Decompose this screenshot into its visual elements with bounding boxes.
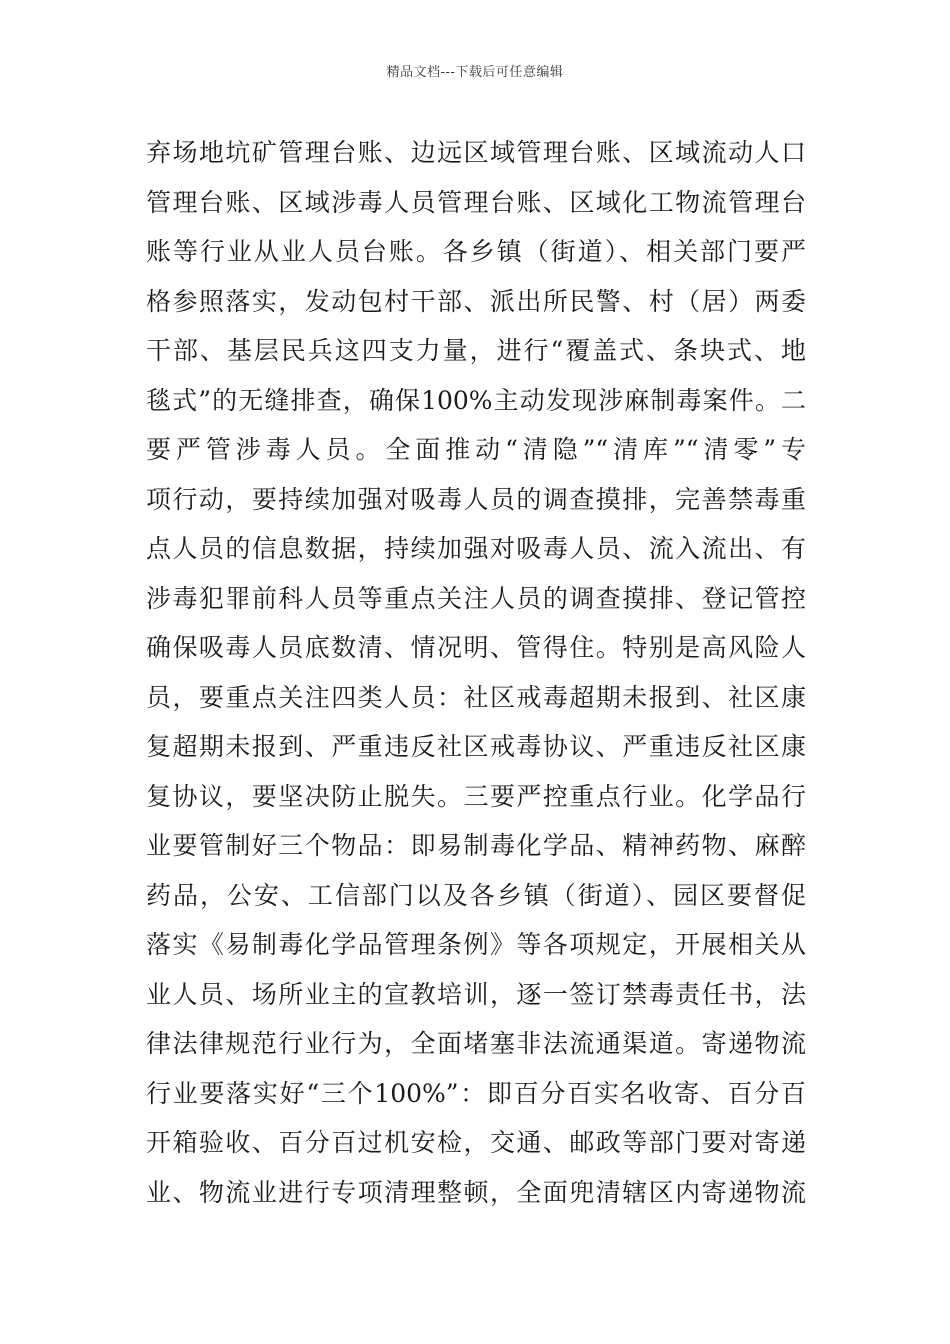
text-line: 业要管制好三个物品：即易制毒化学品、精神药物、麻醉 (146, 831, 806, 860)
text-line: 业、物流业进行专项清理整顿，全面兜清辖区内寄递物流 (146, 1177, 806, 1207)
text-line: 复超期未报到、严重违反社区戒毒协议、严重违反社区康 (146, 732, 806, 761)
text-line: 行业要落实好“三个100%”：即百分百实名收寄、百分百 (146, 1078, 806, 1108)
text-line: 账等行业从业人员台账。各乡镇（街道）、相关部门要严 (146, 237, 806, 266)
text-line: 律法律规范行业行为，全面堵塞非法流通渠道。寄递物流 (146, 1029, 806, 1058)
text-line: 干部、基层民兵这四支力量，进行“覆盖式、条块式、地 (146, 336, 806, 365)
text-line: 弃场地坑矿管理台账、边远区域管理台账、区域流动人口 (146, 138, 806, 167)
page-header: 精品文档---下载后可任意编辑 (386, 65, 564, 80)
text-line: 点人员的信息数据，持续加强对吸毒人员、流入流出、有 (146, 534, 806, 563)
text-line: 要严管涉毒人员。全面推动“清隐”“清库”“清零”专 (146, 435, 806, 464)
text-line: 项行动，要持续加强对吸毒人员的调查摸排，完善禁毒重 (146, 484, 806, 514)
text-line: 格参照落实，发动包村干部、派出所民警、村（居）两委 (146, 286, 806, 316)
text-line: 复协议，要坚决防止脱失。三要严控重点行业。化学品行 (146, 781, 806, 811)
text-line: 药品，公安、工信部门以及各乡镇（街道）、园区要督促 (146, 880, 806, 910)
text-line: 毯式”的无缝排查，确保100%主动发现涉麻制毒案件。二 (146, 385, 806, 415)
text-line: 业人员、场所业主的宣教培训，逐一签订禁毒责任书，法 (146, 979, 806, 1009)
body-paragraph (146, 128, 806, 1217)
text-line: 管理台账、区域涉毒人员管理台账、区域化工物流管理台 (146, 187, 806, 217)
text-line: 涉毒犯罪前科人员等重点关注人员的调查摸排、登记管控 (146, 583, 806, 613)
text-line: 确保吸毒人员底数清、情况明、管得住。特别是高风险人 (146, 633, 806, 662)
text-line: 开箱验收、百分百过机安检，交通、邮政等部门要对寄递 (146, 1128, 806, 1157)
text-line: 员，要重点关注四类人员：社区戒毒超期未报到、社区康 (146, 682, 806, 712)
text-line: 落实《易制毒化学品管理条例》等各项规定，开展相关从 (146, 930, 806, 959)
